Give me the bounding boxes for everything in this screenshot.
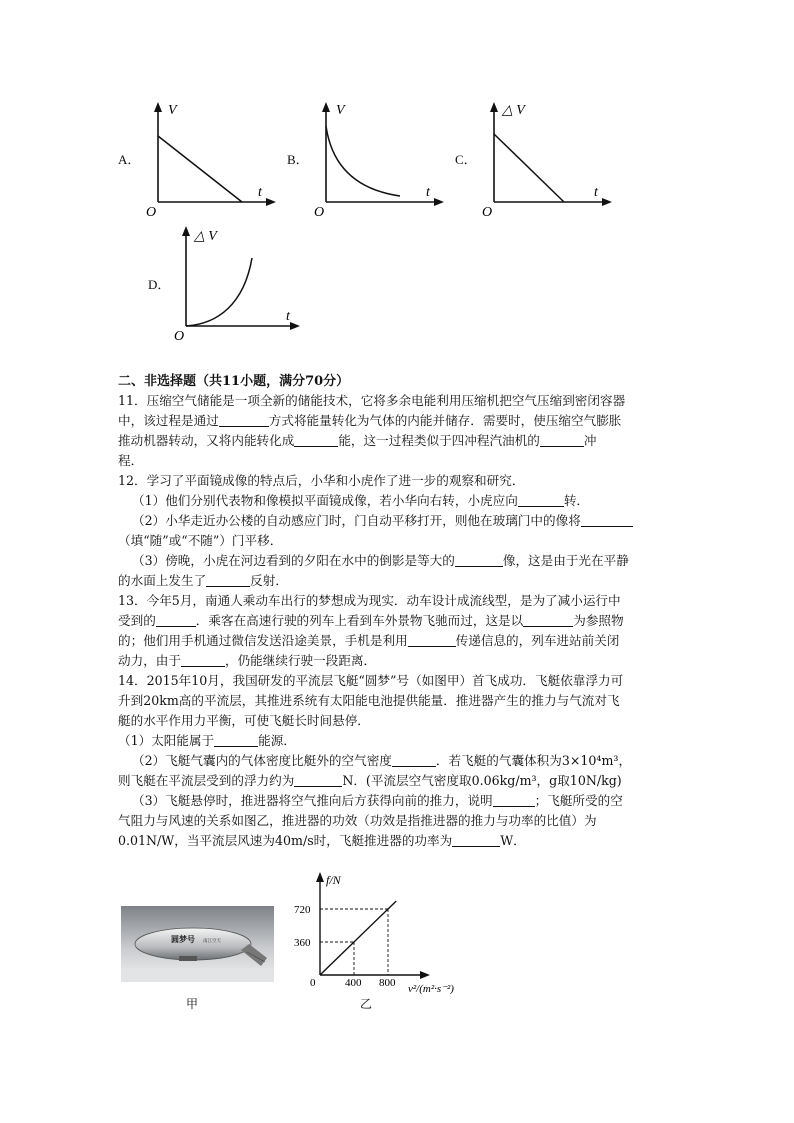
- chart-x-tick-400: 400: [345, 977, 362, 989]
- q13-blank-1[interactable]: [156, 612, 196, 627]
- q11-blank-3[interactable]: [540, 432, 584, 447]
- option-c-ylabel: △ V: [502, 103, 525, 118]
- q11-line-4: 程．: [118, 453, 144, 468]
- chart-y-axis-label: f/N: [326, 873, 341, 887]
- option-a-label: A．: [118, 152, 141, 167]
- q13-blank-3[interactable]: [408, 632, 456, 647]
- section-title: 二、非选择题（共11小题，满分70分）: [118, 374, 350, 389]
- airship-photo: [121, 906, 274, 982]
- q12-blank-3[interactable]: [455, 552, 503, 567]
- option-d-label: D．: [148, 277, 171, 292]
- q12-blank-1[interactable]: [518, 492, 564, 507]
- chart-series-line: [320, 901, 396, 975]
- option-c-xlabel: t: [594, 185, 598, 200]
- question-11: 11．压缩空气储能是一项全新的储能技术，它将多余电能利用压缩机把空气压缩到密闭容器 中，该过程是通过 方式将能量转化为气体的内能并储存．需要时，使压缩空气膨胀 推动机器转动，又将内能转化成 能，这一过程类似于四冲程汽油机的 冲 程．: [118, 391, 625, 471]
- option-d-origin: O: [174, 329, 185, 344]
- option-a-curve: [158, 136, 242, 202]
- figure-yi-caption: 乙: [360, 997, 373, 1011]
- q11-blank-2[interactable]: [294, 432, 338, 447]
- q14-blank-4[interactable]: [493, 792, 535, 807]
- question-12: 12．学习了平面镜成像的特点后，小华和小虎作了进一步的观察和研究． （1）他们分别代表物和像模拟平面镜成像，若小华向右转，小虎应向 转． （2）小华走近办公楼的自动感应门时，门自动平移打开，则他在玻璃门中的像将 （填“随”或“不随”）门平移． （3）傍晚，小虎在河边看到的夕阳在水中的倒影是等大的 像，这是由于光在平静 的水面上发生了 反射．: [118, 471, 633, 591]
- option-b-graph: [308, 98, 458, 220]
- option-d-ylabel: △ V: [194, 229, 217, 244]
- chart-x-axis-label: v²/(m²·s⁻²): [408, 983, 454, 994]
- option-b-label: B．: [287, 152, 309, 167]
- q13-blank-2[interactable]: [523, 612, 573, 627]
- q14-blank-3[interactable]: [294, 772, 342, 787]
- q11-blank-1[interactable]: [219, 412, 269, 427]
- q11-line-1: 11．压缩空气储能是一项全新的储能技术，它将多余电能利用压缩机把空气压缩到密闭容器: [118, 393, 626, 408]
- q13-blank-4[interactable]: [181, 652, 225, 667]
- question-14: 14．2015年10月，我国研发的平流层飞艇“圆梦”号（如图甲）首飞成功．飞艇依靠浮力可 升到20km高的平流层，其推进系统有太阳能电池提供能量．推进器产生的推力与气流对飞 艇的水平作用力平衡，可使飞艇长时间悬停． （1）太阳能属于 能源． （2）飞艇气囊内的气体密度比艇外的空气密度 ．若飞艇的气囊体积为3×10⁴m³， 则飞艇在平流层受到的浮力约为 N．(平流层空气密度取0.06kg/m³，g取10N/kg) （3）飞艇悬停时，推进器将空气推向后方获得向前的推力，说明 ；飞艇所受的空 气阻力与风速的关系如图乙，推进器的功效（功效是指推进器的推力与功率的比值）为 0.01N/W，当平流层风速为40m/s时，飞艇推进器的功率为 W．: [118, 673, 632, 848]
- question-13: 13．今年5月，南通人乘动车出行的梦想成为现实．动车设计成流线型，是为了减小运行中 受到的 ．乘客在高速行驶的列车上看到车外景物飞驰而过，这是以 为参照物 的；他们用手机通过微信发送沿途美景，手机是利用 传递信息的，列车进站前关闭 动力，由于 ，仍能继续行驶一段距离．: [118, 593, 624, 668]
- option-b-ylabel: V: [336, 103, 345, 118]
- option-d-graph: [168, 222, 318, 344]
- option-c-origin: O: [482, 205, 493, 220]
- option-a-xlabel: t: [258, 185, 262, 200]
- figure-jia-caption: 甲: [186, 997, 199, 1011]
- option-c-curve: [494, 134, 564, 202]
- option-d-curve: [186, 258, 252, 326]
- option-b-curve: [326, 126, 400, 196]
- option-c-label: C．: [455, 152, 477, 167]
- q12-blank-2[interactable]: [581, 512, 633, 527]
- option-d-xlabel: t: [286, 309, 290, 324]
- q14-blank-5[interactable]: [452, 832, 500, 847]
- q14-blank-1[interactable]: [214, 732, 258, 747]
- chart-y-tick-720: 720: [294, 904, 311, 916]
- chart-y-tick-360: 360: [294, 937, 311, 949]
- option-a-graph: [140, 98, 290, 220]
- airship-subtext: 南江空天: [203, 938, 221, 943]
- q12-blank-4[interactable]: [206, 572, 250, 587]
- airship-name: 圆梦号: [171, 935, 195, 944]
- option-a-ylabel: V: [168, 103, 177, 118]
- chart-x-tick-800: 800: [379, 977, 396, 989]
- option-c-graph: [476, 98, 626, 220]
- option-a-origin: O: [146, 205, 157, 220]
- q14-blank-2[interactable]: [392, 752, 436, 767]
- resistance-chart: [290, 868, 480, 994]
- chart-origin-label: 0: [310, 977, 316, 989]
- option-b-origin: O: [314, 205, 325, 220]
- option-b-xlabel: t: [426, 185, 430, 200]
